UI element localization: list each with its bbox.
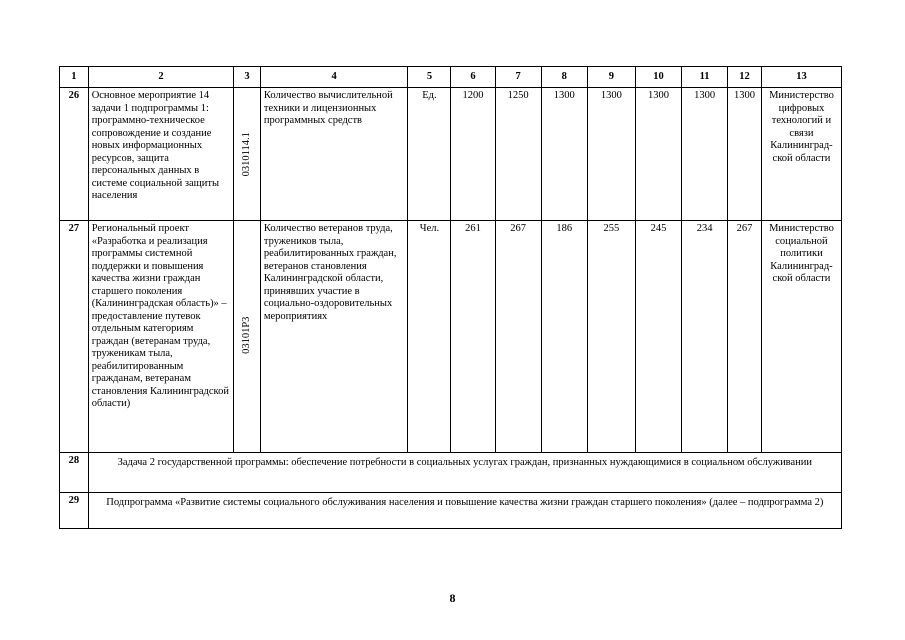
column-header: 7 — [495, 67, 541, 88]
event-cell: Основное мероприятие 14 задачи 1 подпрограммы 1: программно-техническое сопровождение и создание новых информационных ресурсов, защита персональных данных в системе социальной защиты населения — [88, 88, 234, 221]
row-number: 28 — [60, 453, 89, 493]
unit-cell: Ед. — [408, 88, 451, 221]
unit-cell: Чел. — [408, 221, 451, 453]
code-cell — [234, 88, 261, 221]
budget-code: 03101Р3 — [240, 316, 252, 354]
value-cell: 1200 — [451, 88, 495, 221]
indicator-cell: Количество ветеранов труда, тружеников тыла, реабилитированных граждан, ветеранов становления Калининградской области, принявших участие в социально-оздоровительных мероприятиях — [260, 221, 408, 453]
column-header: 13 — [761, 67, 841, 88]
task-heading: Задача 2 государственной программы: обеспечение потребности в социальных услугах граждан, признанных нуждающимися в социальном обслуживании — [88, 453, 841, 493]
value-cell: 1300 — [728, 88, 762, 221]
executor-cell: Министерство социальной политики Калининград-ской области — [761, 221, 841, 453]
column-header: 3 — [234, 67, 261, 88]
column-header: 9 — [587, 67, 635, 88]
column-header: 6 — [451, 67, 495, 88]
value-cell: 267 — [495, 221, 541, 453]
indicator-cell: Количество вычислительной техники и лицензионных программных средств — [260, 88, 408, 221]
value-cell: 245 — [635, 221, 681, 453]
column-header: 2 — [88, 67, 234, 88]
row-number: 26 — [60, 88, 89, 221]
column-header: 12 — [728, 67, 762, 88]
subprogram-heading: Подпрограмма «Развитие системы социального обслуживания населения и повышение качества жизни граждан старшего поколения» (далее – подпрограмма 2) — [88, 493, 841, 529]
page-number: 8 — [449, 591, 456, 605]
table-row — [60, 493, 842, 529]
row-number: 27 — [60, 221, 89, 453]
value-cell: 261 — [451, 221, 495, 453]
row-number: 29 — [60, 493, 89, 529]
event-cell: Региональный проект «Разработка и реализация программы системной поддержки и повышения качества жизни граждан старшего поколения (Калининградская область)» – предоставление путевок отдельным категориям граждан (ветеранам труда, труженикам тыла, реабилитированным гражданам, ветеранам становления Калининградской области) — [88, 221, 234, 453]
code-cell — [234, 221, 261, 453]
column-header: 1 — [60, 67, 89, 88]
value-cell: 186 — [541, 221, 587, 453]
column-header: 4 — [260, 67, 408, 88]
indicators-table — [59, 66, 842, 529]
value-cell: 1300 — [635, 88, 681, 221]
column-header: 5 — [408, 67, 451, 88]
column-header: 11 — [682, 67, 728, 88]
value-cell: 267 — [728, 221, 762, 453]
value-cell: 234 — [682, 221, 728, 453]
column-header: 10 — [635, 67, 681, 88]
table-row — [60, 221, 842, 453]
table-row — [60, 88, 842, 221]
budget-code: 0310114.1 — [240, 132, 252, 177]
table-row — [60, 453, 842, 493]
value-cell: 255 — [587, 221, 635, 453]
executor-cell: Министерство цифровых технологий и связи Калининград-ской области — [761, 88, 841, 221]
header-row — [60, 67, 842, 88]
column-header: 8 — [541, 67, 587, 88]
value-cell: 1250 — [495, 88, 541, 221]
value-cell: 1300 — [682, 88, 728, 221]
value-cell: 1300 — [541, 88, 587, 221]
value-cell: 1300 — [587, 88, 635, 221]
